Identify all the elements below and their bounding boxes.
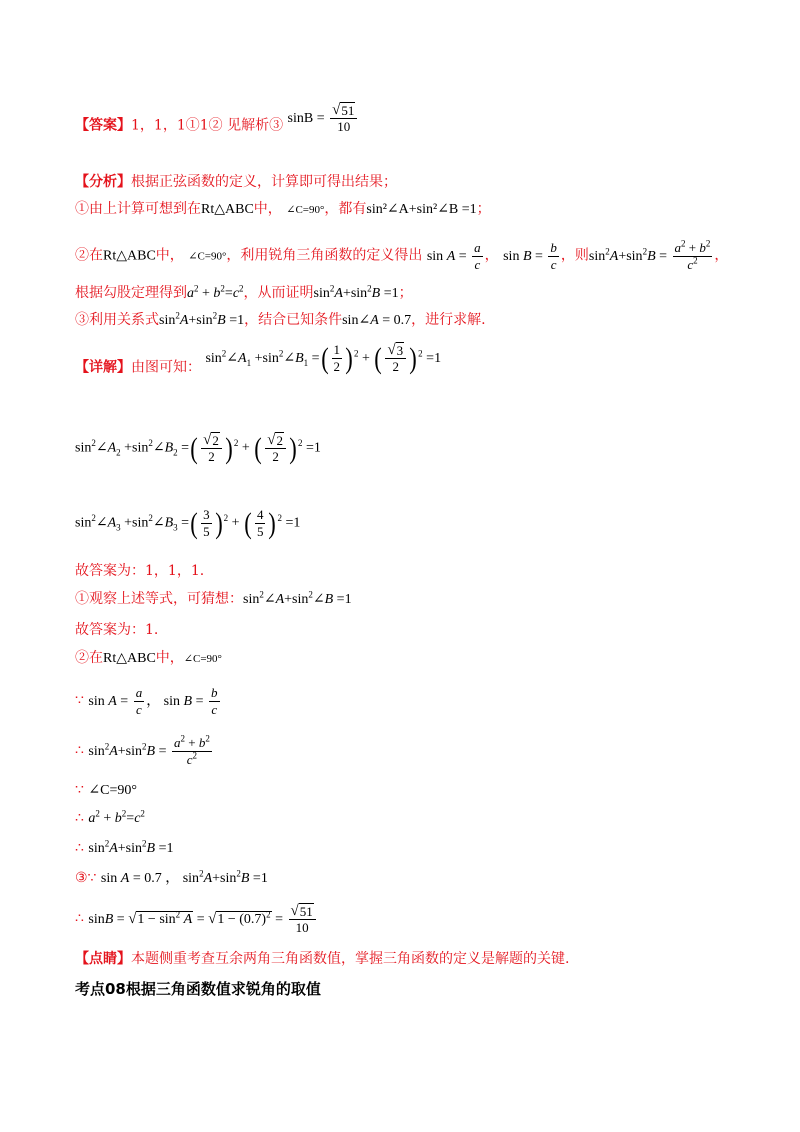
final-line: ∴ sinB = √ $1 - \sin^2 A$ = √ $1 - (0.7)^2$ = √ 51 10 <box>75 903 318 936</box>
therefore-line-1: ∴ $\sin^2A+\sin^2B$ = $\frac{a^2 + b^2}{c^2}$ <box>75 733 210 767</box>
analysis-p2: ②在Rt△ABC中， ∠C=90°，利用锐角三角函数的定义得出 sin A = $\frac{a}{c}$ ， sin B = $\frac{b}{c}$ ，则$\sin^2A+\sin^2B$ = $\frac{a^2 + b^2}{c^2}$ ， <box>75 238 729 272</box>
analysis-p3: 根据勾股定理得到$a^2 + b^2=c^2$，从而证明$\sin^2A+\sin^2B =1$； <box>75 283 413 301</box>
therefore-line-3: ∴ $\sin^2A+\sin^2B =1$ <box>75 838 174 856</box>
comment-line <box>75 949 569 969</box>
comment-text: 本题侧重考查互余两角三角函数值，掌握三角函数的定义是解题的关键. <box>131 951 570 967</box>
in-triangle-line: ②在Rt△ABC中，∠C=90° <box>75 650 222 666</box>
eq2: $\sin^2\angle A_2$ $+\sin^2\angle B_2$ =( √ 2 2 )$^2$ + ( √ 2 2 )$^2$ =1 <box>75 431 321 465</box>
analysis-p1: ①由上计算可想到在Rt△ABC中， ∠C=90°，都有sin²∠A+sin²∠B =1； <box>75 201 491 217</box>
analysis-p4: ③利用关系式$\sin^2A+\sin^2B =1$，结合已知条件sin∠A = 0.7，进行求解. <box>75 310 486 328</box>
answer-text: 1，1，1①1② 见解析③ <box>131 117 284 134</box>
eq3: $\sin^2\angle A_3$ $+\sin^2\angle B_3$ =( $\frac{3}{5}$ )$^2$ + ( $\frac{4}{5}$ )$^2$ =1 <box>75 506 301 540</box>
analysis-line <box>75 172 397 192</box>
answer-2: 故答案为：1. <box>75 622 159 638</box>
observe-line: ①观察上述等式，可猜想：$\sin^2\angle A+\sin^2\angle B =1$ <box>75 589 352 607</box>
analysis-label: 【分析】 <box>75 174 131 190</box>
answer-formula: sinB = √ 51 10 <box>288 111 360 126</box>
analysis-text: 根据正弦函数的定义，计算即可得出结果； <box>131 174 397 190</box>
because-line-2: ∵ ∠C=90° <box>75 782 137 798</box>
answer-label: 【答案】 <box>75 117 131 134</box>
answer-line <box>75 102 359 143</box>
answer-1: 故答案为：1，1，1. <box>75 563 205 579</box>
part3-line: ③∵ sin A = 0.7 ， $\sin^2A+\sin^2B =1$ <box>75 868 268 886</box>
detail-line <box>75 341 442 385</box>
therefore-line-2: ∴ $a^2 + b^2=c^2$ <box>75 808 145 826</box>
eq1: $\sin^2\angle A_1$ $+\sin^2\angle B_1$ =( $\frac{1}{2}$ )$^2$ + ( √ 3 2 )$^2$ =1 <box>205 341 442 375</box>
section-heading: 考点08根据三角函数值求锐角的取值 <box>75 980 321 998</box>
detail-text: 由图可知： <box>131 359 201 376</box>
because-line-1: ∵ sin A = $\frac{a}{c}$ ， sin B = $\frac{b}{c}$ <box>75 685 218 717</box>
detail-label: 【详解】 <box>75 359 131 376</box>
comment-label: 【点睛】 <box>75 951 131 967</box>
